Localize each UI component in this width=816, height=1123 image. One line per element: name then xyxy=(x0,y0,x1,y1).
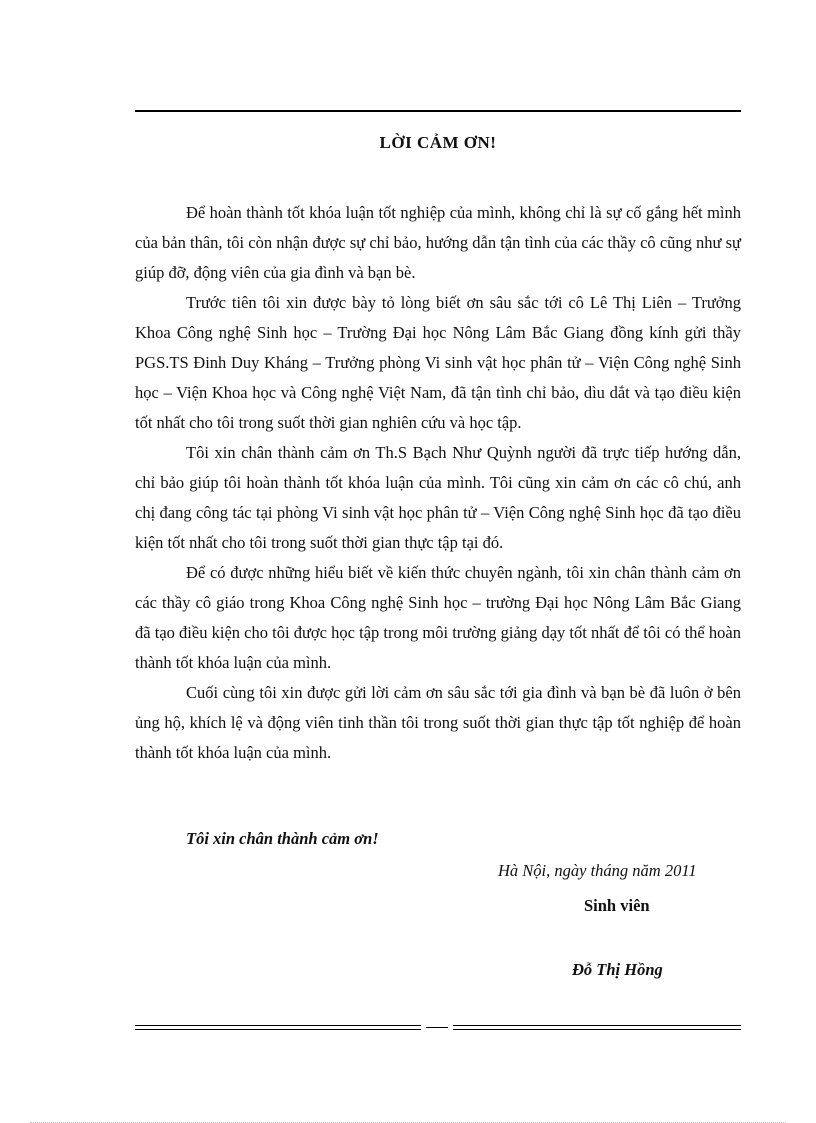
date-line: Hà Nội, ngày tháng năm 2011 xyxy=(498,861,697,880)
footer-rule-right xyxy=(453,1025,741,1030)
paragraph-5: Cuối cùng tôi xin được gửi lời cảm ơn sâu sắc tới gia đình và bạn bè đã luôn ở bên ủng hộ, khích lệ và động viên tinh thần tôi trong suốt thời gian thực tập tốt nghiệp để hoàn thành tốt khóa luận của mình. xyxy=(135,683,741,762)
signer-role: Sinh viên xyxy=(584,896,650,915)
footer-rule-gap xyxy=(426,1027,448,1028)
paragraph-3: Tôi xin chân thành cảm ơn Th.S Bạch Như Quỳnh người đã trực tiếp hướng dẫn, chỉ bảo giúp tôi hoàn thành tốt khóa luận của mình. Tôi cũng xin cảm ơn các cô chú, anh chị đang công tác tại phòng Vi sinh vật học phân tử – Viện Công nghệ Sinh học đã tạo điều kiện tốt nhất cho tôi trong suốt thời gian thực tập tại đó. xyxy=(135,443,741,552)
page-title: LỜI CẢM ƠN! xyxy=(379,133,497,152)
header-rule xyxy=(135,110,741,112)
paragraph-4: Để có được những hiểu biết về kiến thức chuyên ngành, tôi xin chân thành cảm ơn các thầy cô giáo trong Khoa Công nghệ Sinh học – trường Đại học Nông Lâm Bắc Giang đã tạo điều kiện cho tôi được học tập trong môi trường giảng dạy tốt nhất để tôi có thể hoàn thành tốt khóa luận của mình. xyxy=(135,563,741,672)
paragraph-2: Trước tiên tôi xin được bày tỏ lòng biết ơn sâu sắc tới cô Lê Thị Liên – Trưởng Khoa Công nghệ Sinh học – Trường Đại học Nông Lâm Bắc Giang đồng kính gửi thầy PGS.TS Đinh Duy Kháng – Trưởng phòng Vi sinh vật học phân tử – Viện Công nghệ Sinh học – Viện Khoa học và Công nghệ Việt Nam, đã tận tình chỉ bảo, dìu dắt và tạo điều kiện tốt nhất cho tôi trong suốt thời gian nghiên cứu và học tập. xyxy=(135,293,741,432)
closing-thanks: Tôi xin chân thành cảm ơn! xyxy=(186,829,379,848)
paragraph-1: Để hoàn thành tốt khóa luận tốt nghiệp của mình, không chỉ là sự cố gắng hết mình của bản thân, tôi còn nhận được sự chỉ bảo, hướng dẫn tận tình của các thầy cô cũng như sự giúp đỡ, động viên của gia đình và bạn bè. xyxy=(135,203,741,282)
footer-rule-left xyxy=(135,1025,421,1030)
body-text xyxy=(135,198,741,768)
signer-name: Đỗ Thị Hồng xyxy=(572,960,663,979)
